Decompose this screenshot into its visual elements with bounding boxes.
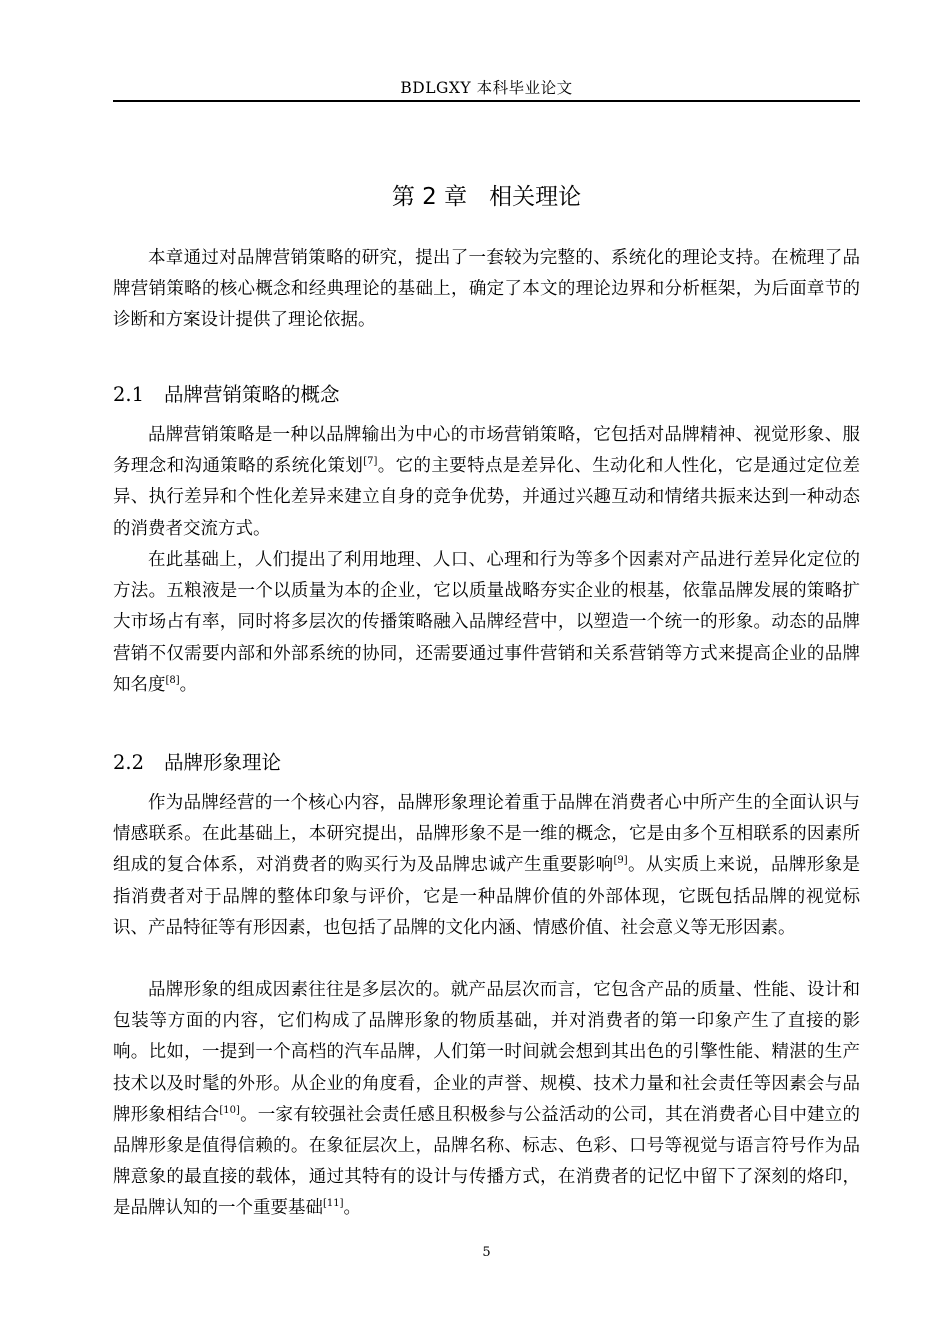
paragraph-text: 品牌营销策略是一种以品牌输出为中心的市场营销策略，它包括对品牌精神、视觉形象、服务理念和沟通策略的系统化策划: [113, 425, 860, 477]
section-heading-2-1: [113, 379, 340, 407]
page-number: 5: [482, 1245, 491, 1260]
citation: [8]: [165, 674, 180, 686]
citation: [9]: [613, 855, 628, 867]
paragraph-text: 品牌形象的组成因素往往是多层次的。就产品层次而言，它包含产品的质量、性能、设计和包装等方面的内容，它们构成了品牌形象的物质基础，并对消费者的第一印象产生了直接的影响。比如，一提到一个高档的汽车品牌，人们第一时间就会想到其出色的引擎性能、精湛的生产技术以及时髦的外形。从企业的角度看，企业的声誉、规模、技术力量和社会责任等因素会与品牌形象相结合: [113, 980, 860, 1125]
section-number: 2.1: [113, 383, 145, 406]
section-title: 品牌营销策略的概念: [164, 383, 340, 406]
paragraph-text: 。它的主要特点是差异化、生动化和人性化，它是通过定位差异、执行差异和个性化差异来建立自身的竞争优势，并通过兴趣互动和情绪共振来达到一种动态的消费者交流方式。: [113, 456, 860, 539]
chapter-title: [113, 178, 860, 211]
paragraph-2-2-1: [113, 788, 860, 944]
chapter-name: 相关理论: [489, 184, 582, 210]
section-number: 2.2: [113, 751, 145, 774]
paragraph-2-1-2: [113, 545, 860, 701]
citation: [7]: [363, 456, 378, 468]
paragraph-text: 。: [343, 1198, 362, 1219]
running-header: BDLGXY 本科毕业论文: [400, 79, 573, 97]
section-title: 品牌形象理论: [164, 751, 282, 774]
chapter-number: 第 2 章: [391, 184, 468, 210]
header-rule: [113, 100, 860, 102]
paragraph-text: 作为品牌经营的一个核心内容，品牌形象理论着重于品牌在消费者心中所产生的全面认识与情感联系。在此基础上，本研究提出，品牌形象不是一维的概念，它是由多个互相联系的因素所组成的复合体系，对消费者的购买行为及品牌忠诚产生重要影响: [113, 793, 860, 876]
paragraph-text: 。一家有较强社会责任感且积极参与公益活动的公司，其在消费者心目中建立的品牌形象是值得信赖的。在象征层次上，品牌名称、标志、色彩、口号等视觉与语言符号作为品牌意象的最直接的载体，通过其特有的设计与传播方式，在消费者的记忆中留下了深刻的烙印，是品牌认知的一个重要基础: [113, 1104, 860, 1219]
paragraph-text: 。从实质上来说，品牌形象是指消费者对于品牌的整体印象与评价，它是一种品牌价值的外部体现，它既包括品牌的视觉标识、产品特征等有形因素，也包括了品牌的文化内涵、情感价值、社会意义等无形因素。: [113, 855, 860, 938]
section-heading-2-2: [113, 747, 281, 775]
citation: [11]: [323, 1198, 344, 1210]
paragraph-2-1-1: [113, 420, 860, 545]
intro-paragraph: 本章通过对品牌营销策略的研究，提出了一套较为完整的、系统化的理论支持。在梳理了品牌营销策略的核心概念和经典理论的基础上，确定了本文的理论边界和分析框架，为后面章节的诊断和方案设计提供了理论依据。: [113, 248, 860, 331]
paragraph-2-2-2: [113, 975, 860, 1225]
paragraph-text: 。: [179, 674, 198, 695]
paragraph-text: 在此基础上，人们提出了利用地理、人口、心理和行为等多个因素对产品进行差异化定位的方法。五粮液是一个以质量为本的企业，它以质量战略夯实企业的根基，依靠品牌发展的策略扩大市场占有率，同时将多层次的传播策略融入品牌经营中，以塑造一个统一的形象。动态的品牌营销不仅需要内部和外部系统的协同，还需要通过事件营销和关系营销等方式来提高企业的品牌知名度: [113, 550, 860, 695]
citation: [10]: [219, 1104, 240, 1116]
